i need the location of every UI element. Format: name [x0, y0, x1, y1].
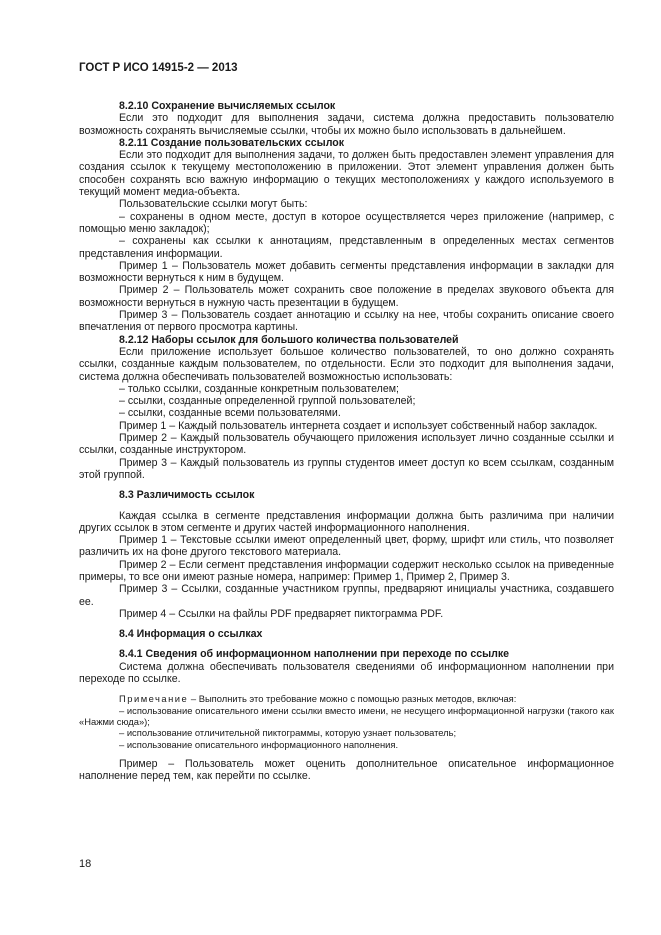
example-paragraph: Пример 2 – Если сегмент представления информации содержит несколько ссылок на приведенные примеры, то все они имеют разные номера, например: Пример 1, Пример 2, Пример 3. [79, 558, 614, 583]
note-text: – Выполнить это требование можно с помощью разных методов, включая: [188, 693, 517, 705]
section-heading-8-2-10: 8.2.10 Сохранение вычисляемых ссылок [119, 100, 336, 112]
note-list-item: – использование описательного имени ссылки вместо имени, не несущего информационной нагрузки (такого как «Нажми сюда»); [79, 704, 614, 727]
example-paragraph: Пример 3 – Пользователь создает аннотацию и ссылку на нее, чтобы сохранить описание своего впечатления от первого просмотра картины. [79, 309, 614, 334]
example-paragraph: Пример 3 – Ссылки, созданные участником группы, предваряют инициалы участника, создавшего ее. [79, 583, 614, 608]
section-heading-8-2-12: 8.2.12 Наборы ссылок для большого количества пользователей [119, 333, 459, 346]
list-item: – сохранены как ссылки к аннотациям, представленным в определенных местах сегментов представления информации. [79, 235, 614, 260]
page-number: 18 [79, 858, 92, 870]
note-list-item: – использование отличительной пиктограммы, которую узнает пользователь; [119, 727, 457, 739]
paragraph: Пользовательские ссылки могут быть: [119, 198, 308, 211]
document-header: ГОСТ Р ИСО 14915-2 — 2013 [79, 62, 238, 74]
example-paragraph: Пример 2 – Пользователь может сохранить свое положение в пределах звукового объекта для возможности вернуться в нужную часть презентации в будущем. [79, 284, 614, 309]
note-paragraph [79, 693, 614, 704]
paragraph: Система должна обеспечивать пользователя сведениями об информационном наполнении при переходе по ссылке. [79, 660, 614, 686]
example-paragraph: Пример 1 – Пользователь может добавить сегменты представления информации в закладки для возможности вернуться к ним в будущем. [79, 259, 614, 285]
section-heading-8-4: 8.4 Информация о ссылках [119, 628, 263, 641]
document-body [79, 100, 614, 782]
paragraph: Каждая ссылка в сегменте представления информации должна быть различима при наличии других ссылок в этом сегменте и других частей информационного наполнения. [79, 509, 614, 534]
paragraph: Если это подходит для выполнения задачи, система должна предоставить пользователю возможность сохранять вычисляемые ссылки, чтобы их можно было использовать в дальнейшем. [79, 112, 614, 137]
note-list-item: – использование описательного информационного наполнения. [119, 738, 399, 750]
example-paragraph: Пример 2 – Каждый пользователь обучающего приложения использует лично созданные ссылки и ссылки, созданные инструктором. [79, 432, 614, 457]
section-heading-8-3: 8.3 Различимость ссылок [119, 489, 255, 502]
example-paragraph: Пример 3 – Каждый пользователь из группы студентов имеет доступ ко всем ссылкам, созданным этой группой. [79, 456, 614, 481]
list-item: – сохранены в одном месте, доступ в которое осуществляется через приложение (например, с помощью меню закладок); [79, 210, 614, 235]
paragraph: Если это подходит для выполнения задачи, то должен быть предоставлен элемент управления для создания ссылок к текущему местоположению в приложении. Этот элемент управления должен быть способен сохранять всю важную информацию о текущих местоположениях у каждого используемого в текущий момент медиа-объекта. [79, 149, 614, 199]
example-paragraph: Пример 4 – Ссылки на файлы PDF предваряет пиктограмма PDF. [119, 607, 444, 620]
section-heading-8-2-11: 8.2.11 Создание пользовательских ссылок [119, 136, 345, 149]
example-paragraph: Пример 1 – Каждый пользователь интернета создает и использует собственный набор закладок. [119, 419, 598, 432]
example-paragraph: Пример – Пользователь может оценить дополнительное описательное информационное наполнение перед тем, как перейти по ссылке. [79, 757, 614, 783]
list-item: – только ссылки, созданные конкретным пользователем; [119, 382, 399, 395]
list-item: – ссылки, созданные всеми пользователями. [119, 407, 341, 420]
note-label: Примечание [119, 693, 189, 705]
section-heading-8-4-1: 8.4.1 Сведения об информационном наполнении при переходе по ссылке [119, 648, 510, 661]
example-paragraph: Пример 1 – Текстовые ссылки имеют определенный цвет, форму, шрифт или стиль, что позволяет различить их на фоне другого текстового материала. [79, 534, 614, 559]
list-item: – ссылки, созданные определенной группой пользователей; [119, 395, 416, 408]
paragraph: Если приложение использует большое количество пользователей, то оно должно сохранять ссылки, созданные каждым пользователем, по отдельности. Если это подходит для выполнения задачи, система должна обеспечивать пользователей возможностью использовать: [79, 345, 614, 383]
